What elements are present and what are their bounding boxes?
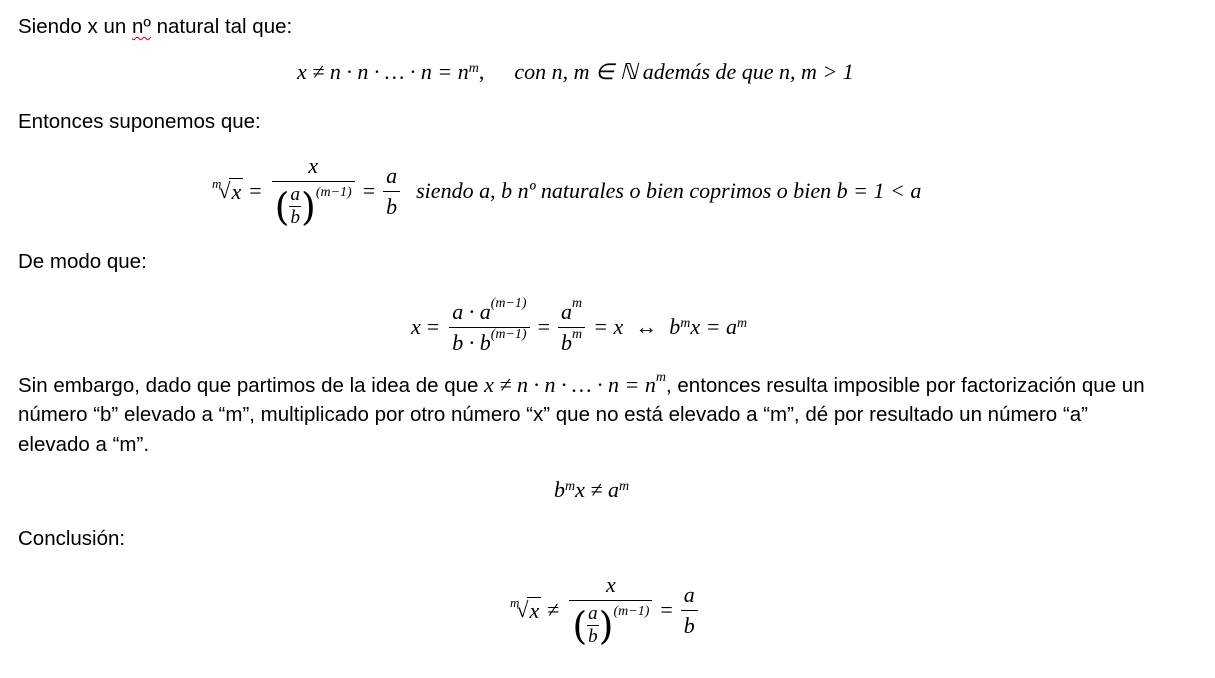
paragraph-line-3: elevado a “m”. (18, 433, 150, 456)
eq1-condition: con n, m ∈ ℕ además de que n, m > 1 (514, 59, 854, 84)
eq4-mid: x ≠ a (575, 477, 619, 502)
intro-text-end: natural tal que: (150, 15, 293, 38)
eq1-lhs: x ≠ n · n · … · n = n (297, 59, 469, 84)
eq1-comma: , (478, 59, 485, 84)
eq5-result-fraction (681, 582, 698, 639)
equation-5 (510, 567, 702, 653)
eq3-x: x (411, 314, 421, 339)
spellcheck-word[interactable]: nº (131, 15, 151, 38)
eq3-main-fraction (449, 296, 529, 356)
eq5-denominator: ( $\frac{a}{b}$ ) $^{(m-1)}$ (569, 600, 652, 648)
eq3-num-exp: (m−1) (490, 296, 527, 312)
eq2-equals: = (249, 178, 262, 203)
paragraph-line-1 (18, 370, 1145, 401)
eq5-not-equal: ≠ (547, 597, 560, 622)
eq3-d2-exp: m (572, 327, 583, 343)
intro-text: Siendo x un (18, 15, 132, 38)
eq2-main-fraction (272, 153, 355, 229)
equation-3: x = $\frac{a \cdot a^{(m-1)}}{b \cdot b^{(m-1)}}$ = $\frac{a^m}{b^m}$ = x ↔ b $^m$ x = a $^m$ (411, 296, 748, 355)
eq3-rhs-b: b (669, 314, 681, 339)
conclusion-heading: Conclusión: (18, 527, 126, 550)
eq2-inner-den: b (290, 207, 300, 228)
eq2-result-den: b (383, 191, 400, 220)
eq2-condition: siendo a, b nº naturales o bien coprimos o bien b = 1 < a (416, 178, 922, 203)
eq3-n2-exp: m (572, 296, 583, 312)
eq5-nth-root (510, 594, 541, 624)
equation-1: x ≠ n · n · … · n = n $^m$ , con n, m ∈ ℕ además de que n, m > 1 (297, 59, 854, 84)
intro-line (18, 12, 292, 42)
para-text-1b: , entonces resulta imposible por factorización que un (666, 374, 1145, 397)
radical-icon: √ (516, 596, 529, 622)
eq3-den-base: b · b (452, 329, 491, 355)
eq2-denominator: ( $\frac{a}{b}$ ) $^{(m-1)}$ (272, 181, 355, 229)
para-inline-exp: m (655, 370, 666, 386)
eq2-nth-root (212, 175, 243, 205)
eq2-equals-2: = (362, 178, 376, 203)
eq3-equals: = (426, 314, 440, 339)
eq5-result-num: a (683, 581, 695, 607)
eq3-den-exp: (m−1) (490, 327, 527, 343)
eq5-inner-num: a (588, 603, 598, 624)
de-modo-line: De modo que: (18, 250, 147, 273)
eq4-b: b (554, 477, 565, 502)
equation-2 (212, 148, 921, 234)
eq2-result-fraction (383, 163, 400, 220)
eq5-result-den: b (681, 610, 698, 639)
eq3-power-fraction (558, 296, 585, 356)
para-text-1a: Sin embargo, dado que partimos de la idea de que (18, 374, 485, 397)
eq2-result-num: a (386, 162, 398, 188)
radical-icon: √ (218, 177, 231, 203)
eq2-radicand: x (231, 178, 242, 204)
eq5-equals: = (660, 597, 673, 622)
para-inline-math: x ≠ n · n · … · n = n (484, 372, 656, 397)
eq5-radicand: x (529, 597, 540, 623)
eq5-main-fraction (569, 572, 652, 648)
eq3-equals-2: = (537, 314, 550, 339)
double-arrow-icon: ↔ (635, 314, 658, 339)
eq5-numerator: x (605, 572, 616, 597)
eq3-tail: = x (593, 314, 624, 339)
eq2-numerator: x (308, 153, 319, 178)
eq3-num-base: a · a (452, 298, 491, 324)
eq5-root-index: m (510, 594, 520, 610)
eq5-inner-den: b (588, 626, 598, 647)
paragraph-line-2: número “b” elevado a “m”, multiplicado por otro número “x” que no está elevado a “m”, dé por resultado un número “a” (18, 403, 1088, 426)
eq3-n2-base: a (561, 298, 572, 324)
eq2-inner-num: a (290, 184, 300, 205)
equation-4: b $^m$ x ≠ a $^m$ (554, 477, 630, 502)
eq2-root-index: m (212, 175, 222, 191)
suppose-line: Entonces suponemos que: (18, 110, 261, 133)
eq3-rhs-mid: x = a (690, 314, 737, 339)
eq3-d2-base: b (561, 329, 572, 355)
